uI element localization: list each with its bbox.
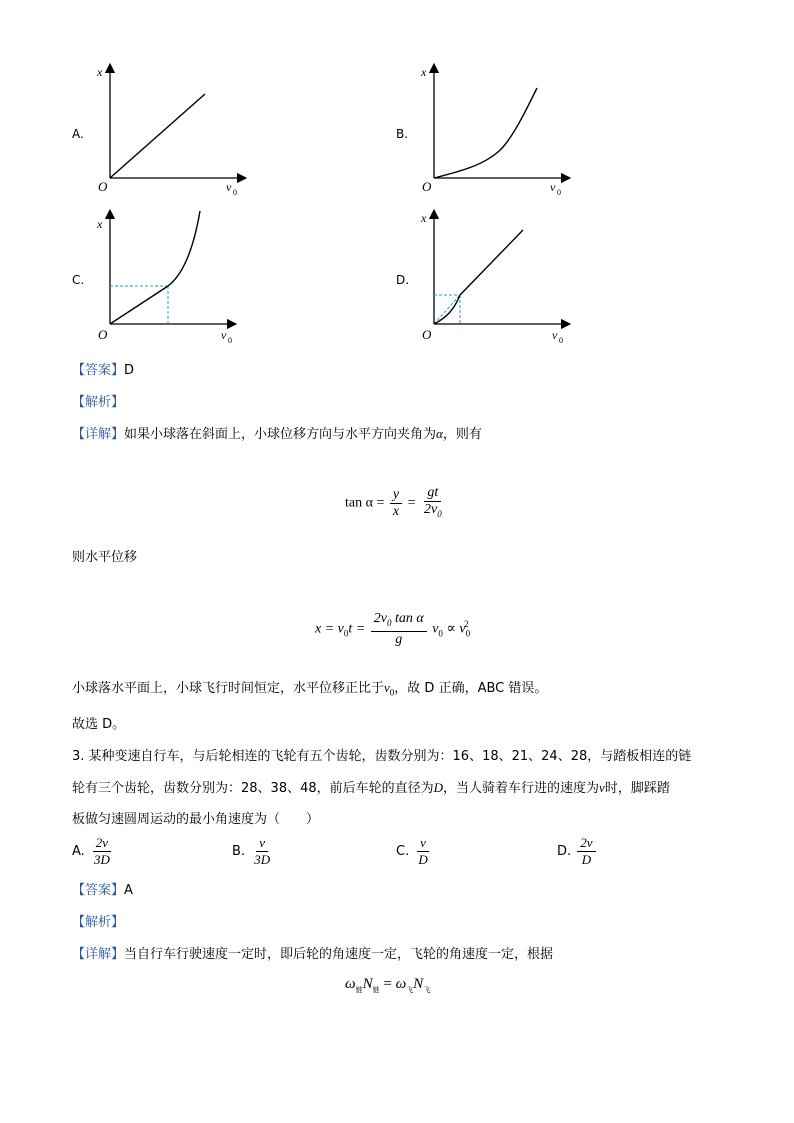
origin-label: O [98,179,108,194]
x-axis-sub: 0 [228,336,232,345]
q3-analysis-tag: 【解析】 [72,915,125,930]
y-axis-label: x [97,65,103,79]
q2-analysis-tag: 【解析】 [72,395,125,410]
equation-gear-ratio: $\omega_链N_链 = \omega_飞N_飞$ [345,976,431,994]
q3-detail-line [72,943,553,962]
option-a-label: A. [72,127,84,141]
y-axis-label: x [97,217,103,231]
q2-detail-line [72,423,482,442]
graph-a [92,60,252,200]
q2-answer-line [72,359,134,378]
x-axis-label: v [226,180,232,194]
alpha-symbol: α [436,426,443,441]
q2-final-choice: 故选 D。 [72,717,126,732]
q3-stem-line-2: 轮有三个齿轮，齿数分别为：28、38、48，前后车轮的直径为D，当人骑着车行进的速度为v时，脚踩踏 [72,780,670,796]
q3-stem-line-3: 板做匀速圆周运动的最小角速度为（ ） [72,812,320,827]
equation-x: $x = v_0t$ = $\frac{2v_0 \tan \alpha}{g}$ $v_0 \propto v_0^2$ [315,611,471,647]
q3-stem-line-1: 3. 某种变速自行车，与后轮相连的飞轮有五个齿轮，齿数分别为：16、18、21、24、28，与踏板相连的链 [72,749,692,764]
origin-label: O [98,327,108,342]
linear-curve [110,94,205,178]
detail-tag: 【详解】 [72,947,125,962]
q3-option-d: D. $\frac{2v}{D}$ [557,836,598,867]
detail-text: 如果小球落在斜面上，小球位移方向与水平方向夹角为 [124,427,437,442]
answer-tag: 【答案】 [72,883,125,898]
detail-text: 当自行车行驶速度一定时，即后轮的角速度一定，飞轮的角速度一定，根据 [124,947,554,962]
y-axis-label: x [421,211,427,225]
q3-option-b: B. $\frac{v}{3D}$ [232,835,271,867]
q2-text-horizontal-displacement: 则水平位移 [72,550,138,565]
option-b-label: B. [396,127,409,141]
q3-answer-line [72,879,133,898]
y-axis-label: x [421,65,427,79]
graph-c [92,206,252,346]
option-d-label: D. [396,273,410,287]
x-axis-label: v [552,328,558,342]
graph-d [416,206,576,346]
curve [434,230,523,324]
origin-label: O [422,179,432,194]
curved-line [434,88,537,178]
x-axis-label: v [221,328,227,342]
answer-tag: 【答案】 [72,363,125,378]
option-c-label: C. [72,273,85,287]
q3-option-a: A. $\frac{2v}{3D}$ [72,835,110,867]
origin-label: O [422,327,432,342]
q2-conclusion-text: 小球落水平面上，小球飞行时间恒定，水平位移正比于$v_0$，故 D 正确，ABC 错误。 [72,680,548,698]
equation-tan-alpha: tan α = $\frac{y}{x}$ = $\frac{gt}{2v_0}$ [345,485,442,519]
q3-option-c: C. $\frac{v}{D}$ [396,835,428,867]
answer-value: A [124,883,133,898]
graph-b [416,60,576,200]
x-axis-label: v [550,180,556,194]
detail-tail: ，则有 [442,427,482,442]
dashed-guide-diagonal [434,295,460,324]
x-axis-sub: 0 [233,188,237,197]
answer-value: D [124,363,135,378]
x-axis-sub: 0 [559,336,563,345]
curve [110,211,200,324]
detail-tag: 【详解】 [72,427,125,442]
x-axis-sub: 0 [557,188,561,197]
